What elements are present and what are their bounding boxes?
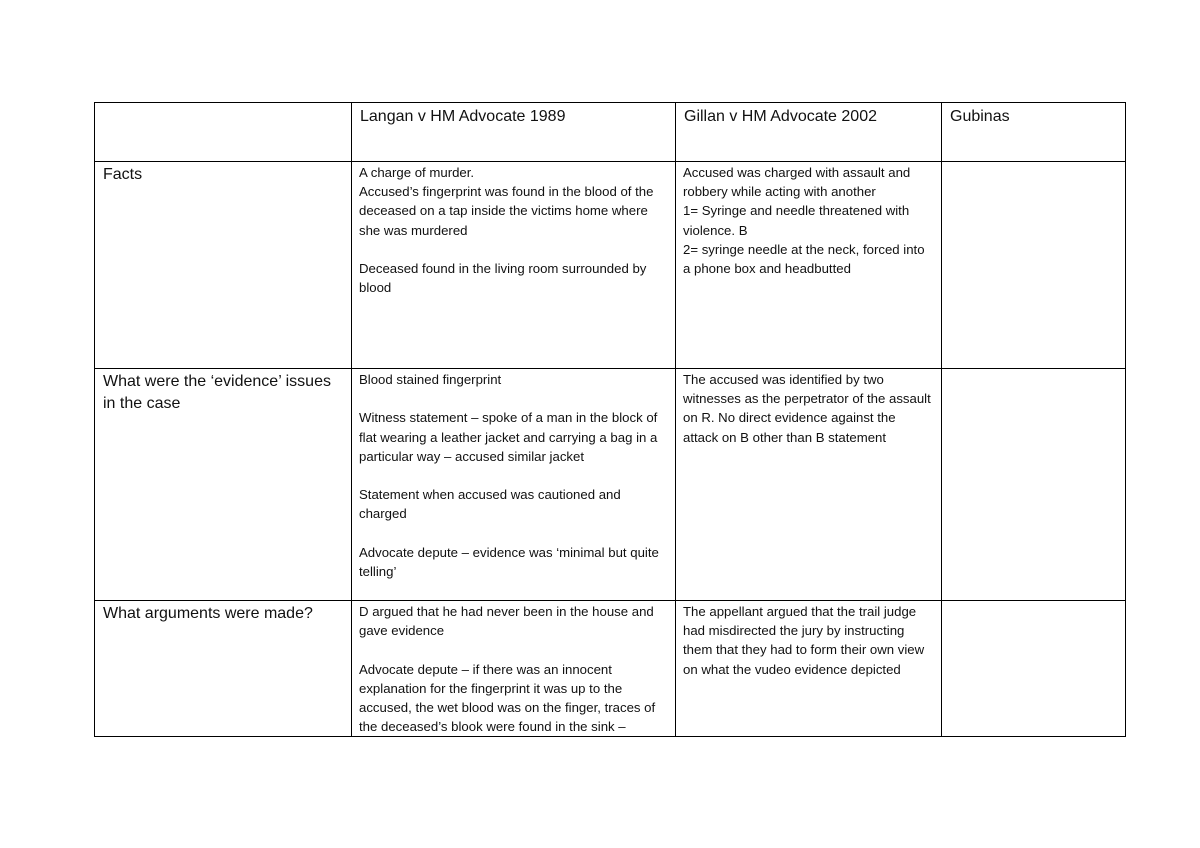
cell-evidence-gubinas [942,369,1125,370]
cell-arguments-gillan: The appellant argued that the trail judge had misdirected the jury by instructing them that they had to form their own view on what the vudeo evidence depicted [683,604,928,677]
header-langan: Langan v HM Advocate 1989 [360,108,566,125]
row-label-evidence: What were the ‘evidence’ issues in the case [103,373,331,412]
row-label-cell [95,601,352,737]
header-cell-langan [352,103,676,162]
table-cell [676,601,942,737]
row-label-facts: Facts [103,166,143,183]
cell-evidence-gillan: The accused was identified by two witnesses as the perpetrator of the assault on R. No direct evidence against the attack on B other than B statement [683,372,935,445]
case-comparison-table [94,102,1126,737]
table-header-row [95,103,1126,162]
row-label-arguments: What arguments were made? [103,605,313,622]
cell-facts-gubinas [942,162,1125,163]
table-cell [352,369,676,601]
row-label-cell [95,162,352,369]
header-cell-gillan [676,103,942,162]
cell-facts-gillan: Accused was charged with assault and robbery while acting with another 1= Syringe and needle threatened with violence. B 2= syringe needle at the neck, forced into a phone box and headbutted [683,165,925,277]
header-cell-gubinas [942,103,1126,162]
header-gillan: Gillan v HM Advocate 2002 [684,108,877,125]
table-cell [352,162,676,369]
table-cell [942,162,1126,369]
table-row-facts [95,162,1126,369]
cell-evidence-langan: Blood stained fingerprint Witness statement – spoke of a man in the block of flat wearing a leather jacket and carrying a bag in a particular way – accused similar jacket Statement when accused was cautioned and charged Advocate depute – evidence was ‘minimal but quite telling’ [359,372,659,580]
table-cell [942,369,1126,601]
cell-facts-langan: A charge of murder. Accused’s fingerprint was found in the blood of the deceased on a tap inside the victims home where she was murdered Deceased found in the living room surrounded by blood [359,165,654,296]
row-label-cell [95,369,352,601]
cell-arguments-langan: D argued that he had never been in the house and gave evidence Advocate depute – if there was an innocent explanation for the fingerprint it was up to the accused, the wet blood was on the finger, traces of the deceased’s blook were found in the sink – [359,604,656,735]
table-cell [676,162,942,369]
table-cell [676,369,942,601]
cell-arguments-gubinas [942,601,1125,602]
table-row-arguments [95,601,1126,737]
header-cell-empty [95,103,352,162]
table-cell [942,601,1126,737]
table-row-evidence [95,369,1126,601]
header-gubinas: Gubinas [950,108,1010,125]
table-cell [352,601,676,737]
